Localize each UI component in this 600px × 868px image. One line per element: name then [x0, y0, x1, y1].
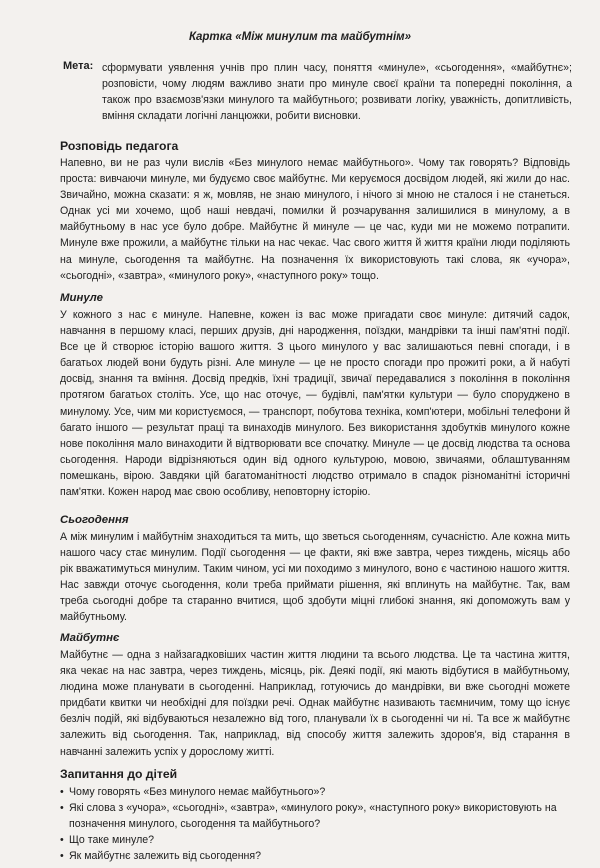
present-text: А між минулим і майбутнім знаходиться та мить, що зветься сьогоденням, сучасністю. Але кожна мить нашого часу стає минулим. Події сьогодення — це факти, які вже завтра, через тиждень, місяць або рік вважатимуться минулим. Таким чином, усі ми походимо з минулого, воно є частиною нашого життя. Нас завжди оточує сьогодення, коли треба приймати рішення, які вплинуть на майбутнє. Так, вам треба сьогодні добре та старанно вчитися, щоб здобути міцні глибокі знання, які допоможуть вам у майбутньому. [60, 531, 570, 624]
present-heading: Сьогодення [60, 514, 129, 526]
goal-text: сформувати уявлення учнів про плин часу, поняття «минуле», «сьогодення», «майбутнє»; розповісти, чому людям важливо знати про минуле своєї країни та попередні покоління, а також про взаємозв'язки минулого та майбутнього; розвивати логіку, уважність, допитливість, вміння складати логічні ланцюжки, робити висновки. [102, 62, 572, 122]
question-item: • Які слова з «учора», «сьогодні», «завтра», «минулого року», «наступного року» використовують на позначення минулого, сьогодення та майбутнього? [60, 800, 570, 832]
question-item: • Що таке минуле? [60, 832, 570, 848]
past-text: У кожного з нас є минуле. Напевне, кожен із вас може пригадати своє минуле: дитячий садок, навчання в першому класі, перших друзів, дні народження, поїздки, мандрівки та інші пам'ятні події. Все це й створює історію вашого життя. З цього минулого у вас залишаються певні спогади, і в багатьох людей вони будуть різні. Але минуле — це не просто спогади про прожиті роки, а й набуті досвід, знання та вміння. Досвід предків, їхні традиції, звичаї передавалися з покоління в покоління протягом багатьох століть. Усе, що нас оточує, — будівлі, пам'ятки культури — було споруджено в минулому. Усе, чим ми користуємося, — транспорт, побутова техніка, комп'ютери, мобільні телефони й багато іншого — результат праці та винаходів минулого. Без використання здобутків минулого кожне нове покоління мало винаходити й відтворювати все спочатку. Минуле — це досвід людства та основа сьогодення. Народи відрізняються один від одного культурою, мовою, звичаями, облаштуванням помешкань, вірою. Завдяки цій багатоманітності людство отримало в спадок різноманітні історичні пам'ятки. Кожен народ має свою особливу, неповторну історію. [60, 309, 570, 499]
questions-section [60, 766, 570, 864]
teacher-story-section [60, 138, 570, 284]
questions-list [60, 784, 570, 864]
future-section [60, 630, 570, 760]
present-section [60, 512, 570, 626]
future-text: Майбутнє — одна з найзагадковіших частин життя людини та всього людства. Це та частина життя, яка чекає на нас завтра, через тиждень, місяць, рік. Деякі події, які мають відбутися в майбутньому, людина може планувати в сьогоденні. Наприклад, готуючись до мандрівки, ви вже сьогодні можете придбати квитки чи необхідні для поїздки речі. Однак майбутнє називають таємничим, тому що існує безліч подій, які відбуваються незалежно від того, планували їх в сьогоденні чи ні. Та все ж майбутнє залежить від сьогодення. Так, наприклад, від способу життя залежить здоров'я, від старання в навчанні залежить успіх у дорослому житті. [60, 649, 570, 758]
past-section [60, 290, 570, 500]
questions-heading: Запитання до дітей [60, 767, 178, 781]
goal-label: Мета: [63, 60, 94, 72]
card-title: Картка «Між минулим та майбутнім» [188, 31, 412, 43]
question-item: • Чому говорять «Без минулого немає майбутнього»? [60, 784, 570, 800]
teacher-story-text: Напевно, ви не раз чули вислів «Без минулого немає майбутнього». Чому так говорять? Відповідь проста: вивчаючи минуле, ми будуємо своє майбутнє. Ми керуємося досвідом людей, які жили до нас. Звичайно, можна сказати: я ж, мовляв, не знаю минулого, і нічого зі мною не сталося і не станеться. Однак усі ми хочемо, щоб наші невдачі, помилки й розчарування залишилися в минулому, а в майбутньому в нас усе було добре. Майбутнє й минуле — це час, куди ми не можемо потрапити. Минуле вже прожили, а майбутнє тільки на нас чекає. Час свого життя й життя країни люди поділяють на минуле, сьогодення та майбутнє. На позначення їх використовують такі слова, як «учора», «сьогодні», «завтра», «минулого року», «наступного року» тощо. [60, 157, 570, 282]
past-heading: Минуле [60, 292, 103, 304]
question-item: • Як майбутнє залежить від сьогодення? [60, 848, 570, 864]
future-heading: Майбутнє [60, 632, 120, 644]
teacher-story-heading: Розповідь педагога [60, 139, 179, 153]
